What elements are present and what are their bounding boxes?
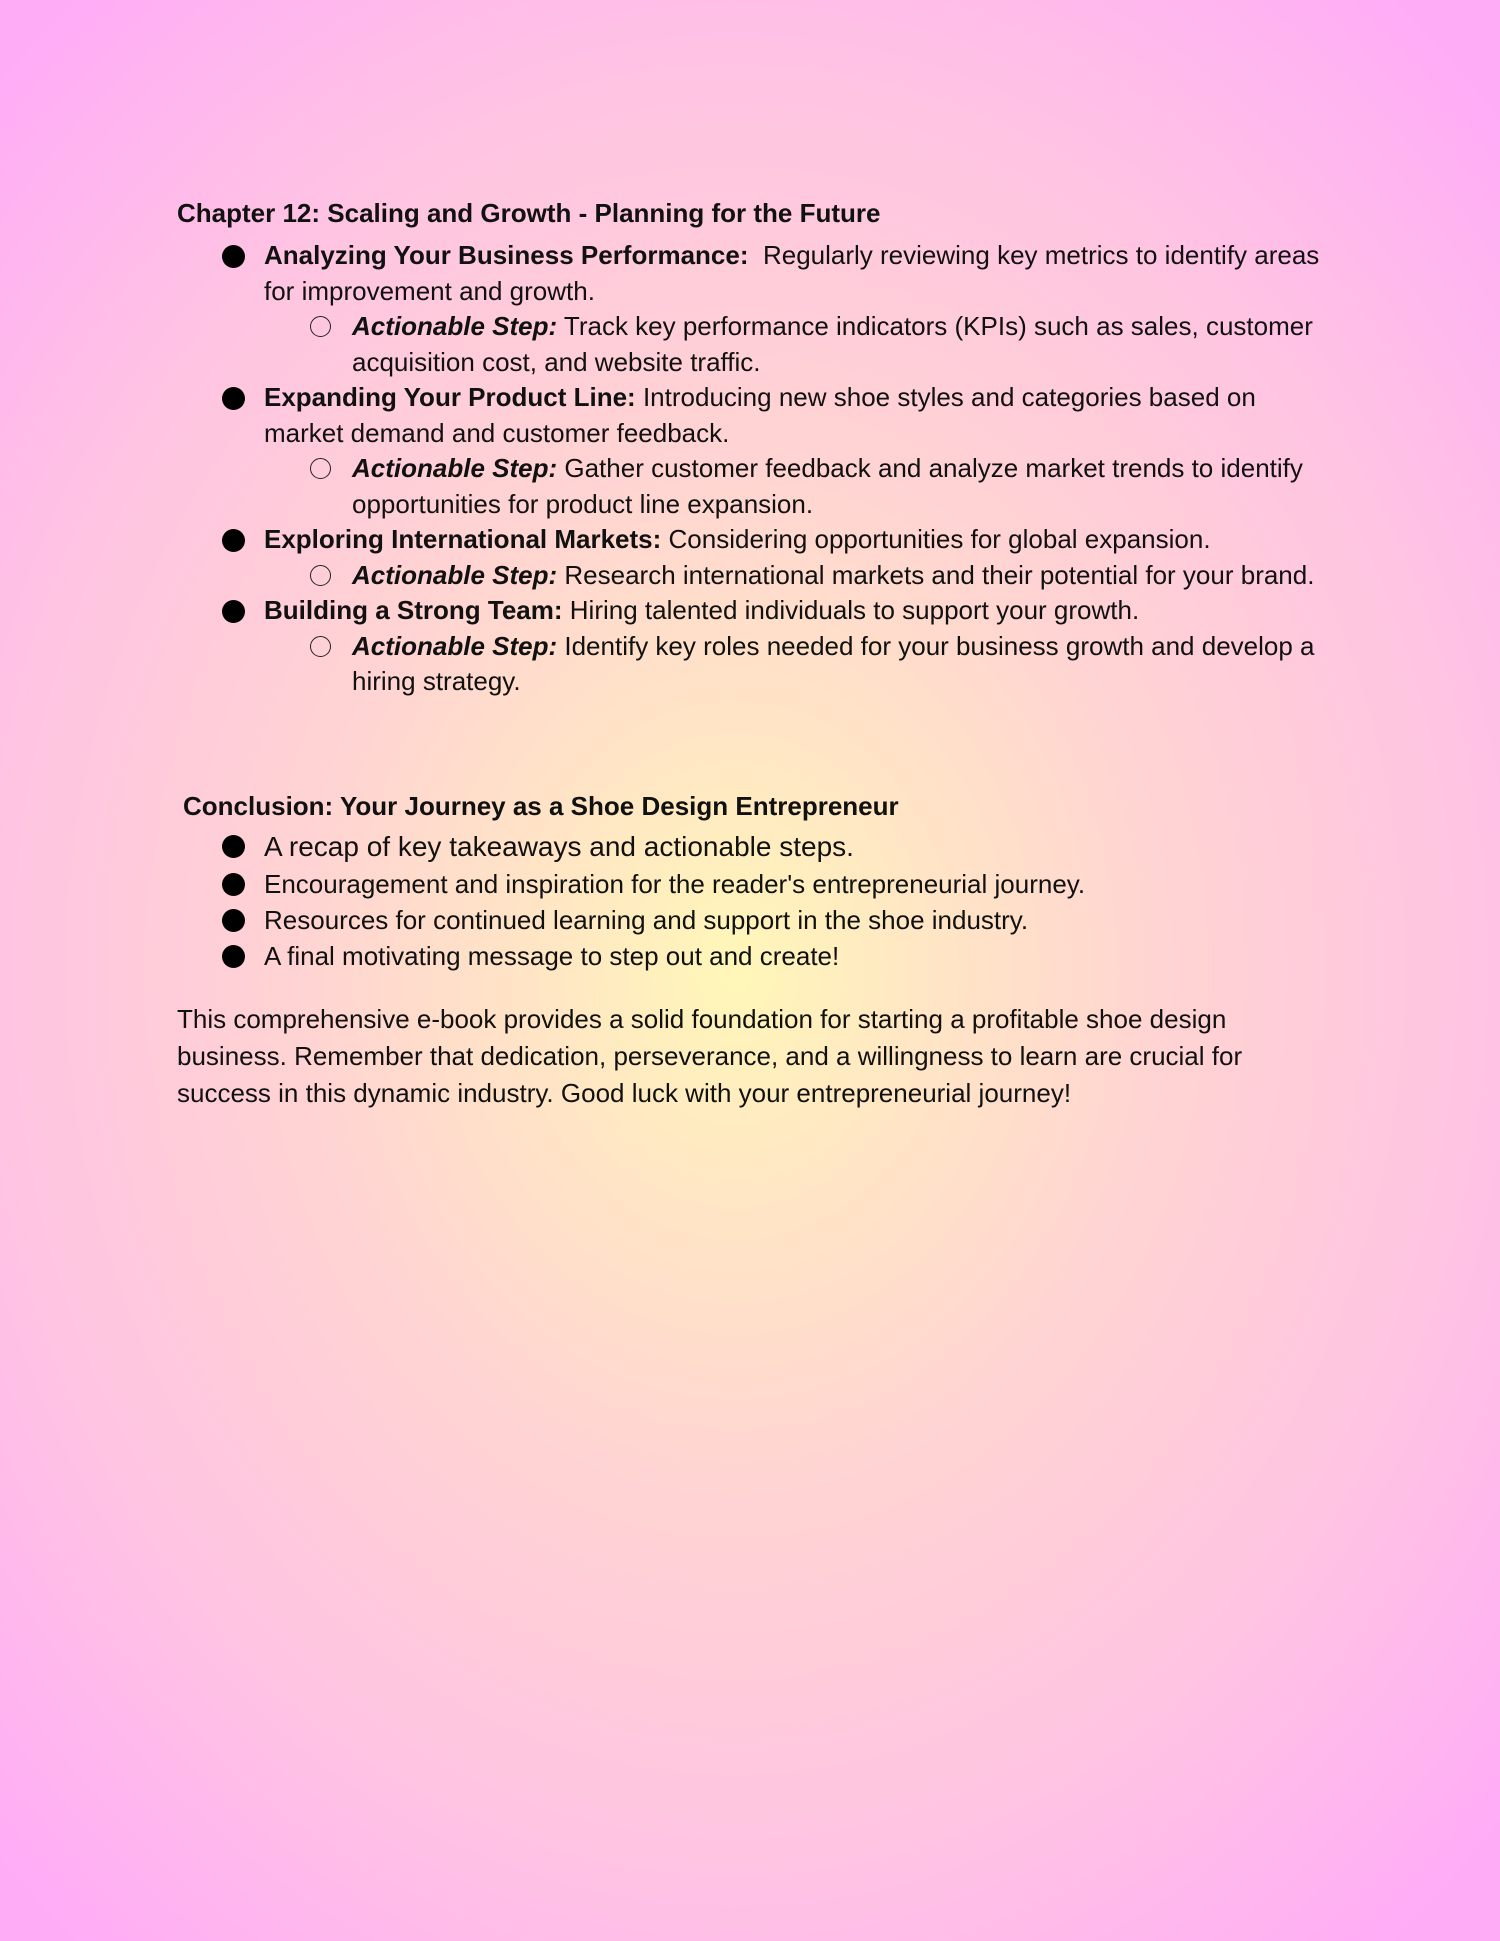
actionable-step — [310, 629, 1342, 700]
list-item — [222, 238, 1342, 380]
filled-circle-icon — [222, 909, 245, 932]
step-text: Research international markets and their potential for your brand. — [564, 559, 1315, 590]
item-text: Resources for continued learning and support in the shoe industry. — [264, 905, 1029, 935]
sub-list — [264, 309, 1342, 380]
chapter-title: Chapter 12: Scaling and Growth - Planning for the Future — [177, 197, 881, 228]
step-text: Gather customer feedback and analyze market trends to identify opportunities for product line expansion. — [352, 453, 1303, 519]
list-item — [222, 593, 1342, 700]
item-text: Introducing new shoe styles and categories based on market demand and customer feedback. — [264, 382, 1256, 448]
item-term: Building a Strong Team: — [264, 595, 563, 625]
filled-circle-icon — [222, 945, 245, 968]
step-label: Actionable Step: — [352, 630, 558, 661]
step-label: Actionable Step: — [352, 559, 558, 590]
filled-circle-icon — [222, 600, 245, 623]
sub-list — [264, 451, 1342, 522]
filled-circle-icon — [222, 529, 245, 552]
hollow-circle-icon — [310, 458, 331, 479]
step-text: Identify key roles needed for your business growth and develop a hiring strategy. — [352, 630, 1315, 696]
item-term: Exploring International Markets: — [264, 524, 662, 554]
closing-paragraph: This comprehensive e-book provides a solid foundation for starting a profitable shoe design business. Remember that dedication, perseverance, and a willingness to learn are crucial for success in this dynamic industry. Good luck with your entrepreneurial journey! — [177, 1004, 1243, 1108]
list-item — [222, 380, 1342, 522]
item-text: A final motivating message to step out and create! — [264, 941, 840, 971]
list-item — [222, 828, 1342, 866]
actionable-step — [310, 558, 1342, 594]
conclusion-bullet-list — [222, 828, 1342, 974]
conclusion-title: Conclusion: Your Journey as a Shoe Design Entrepreneur — [183, 790, 899, 821]
item-text: Considering opportunities for global expansion. — [668, 524, 1211, 554]
list-item — [222, 938, 1342, 974]
filled-circle-icon — [222, 835, 245, 858]
list-item — [222, 902, 1342, 938]
actionable-step — [310, 451, 1342, 522]
chapter-bullet-list — [222, 238, 1342, 700]
list-item — [222, 522, 1342, 593]
item-term: Expanding Your Product Line: — [264, 382, 636, 412]
actionable-step — [310, 309, 1342, 380]
filled-circle-icon — [222, 387, 245, 410]
step-label: Actionable Step: — [352, 311, 558, 341]
item-text: Hiring talented individuals to support your growth. — [569, 595, 1140, 625]
step-text: Track key performance indicators (KPIs) such as sales, customer acquisition cost, and website traffic. — [352, 311, 1313, 377]
hollow-circle-icon — [310, 636, 331, 657]
item-text: A recap of key takeaways and actionable steps. — [264, 831, 854, 862]
item-text: Encouragement and inspiration for the reader's entrepreneurial journey. — [264, 869, 1086, 899]
sub-list — [264, 629, 1342, 700]
hollow-circle-icon — [310, 565, 331, 586]
sub-list — [264, 558, 1342, 594]
item-term: Analyzing Your Business Performance: — [264, 240, 749, 270]
filled-circle-icon — [222, 873, 245, 896]
step-label: Actionable Step: — [352, 453, 558, 483]
filled-circle-icon — [222, 245, 245, 268]
list-item — [222, 866, 1342, 902]
item-text: Regularly reviewing key metrics to identify areas for improvement and growth. — [264, 240, 1320, 306]
hollow-circle-icon — [310, 316, 331, 337]
